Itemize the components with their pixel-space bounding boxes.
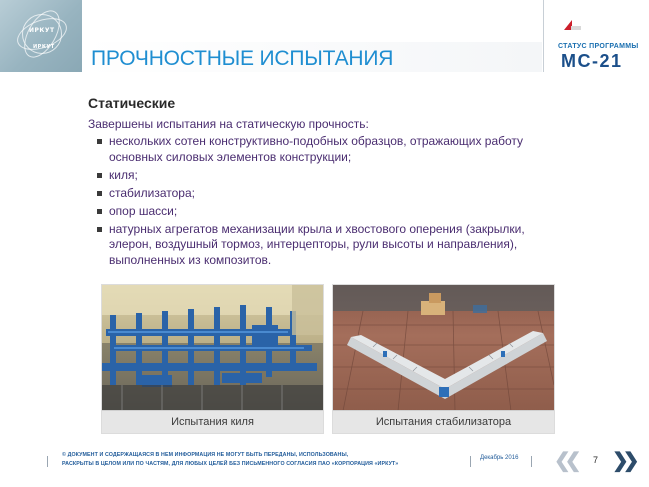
photo-caption: Испытания стабилизатора [333,410,554,433]
footer-divider [47,456,48,467]
page-number: 7 [593,455,599,465]
list-item: опор шасси; [95,204,565,220]
disclaimer-line: РАСКРЫТЫ В ЦЕЛОМ ИЛИ ПО ЧАСТЯМ, ДЛЯ ЛЮБЫХ ЦЕЛЕЙ БЕЗ ПИСЬМЕННОГО СОГЛАСИЯ ПАО «КОРПОРАЦИЯ «ИРКУТ» [62,461,399,467]
list-item: стабилизатора; [95,186,565,202]
brand-status-label: СТАТУС ПРОГРАММЫ [558,43,639,50]
fin-test-photo [101,284,324,434]
footer-divider [470,456,471,467]
photo-caption: Испытания киля [102,410,323,433]
logo-text-bottom: ИРКУТ [33,44,55,50]
footer-divider [531,456,532,467]
lead-text: Завершены испытания на статическую прочность: [88,117,369,131]
footer-disclaimer [62,451,398,469]
brand-bar-icon [571,26,581,30]
list-item: нескольких сотен конструктивно-подобных образцов, отражающих работу основных силовых элементов конструкции; [95,134,565,165]
double-chevron-right-icon[interactable]: ❯❯ [612,450,634,472]
footer-date: Декабрь 2016 [480,455,519,461]
irkut-logo [0,0,82,72]
slide-header [0,0,649,72]
logo-text-top: ИРКУТ [29,27,55,34]
stabilizer-test-photo-image [333,285,554,411]
list-item: натурных агрегатов механизации крыла и хвостового оперения (закрылки, элерон, воздушный тормоз, интерцепторы, рули высоты и направления), выполненных из композитов. [95,222,565,269]
stabilizer-test-photo [332,284,555,434]
section-heading: Статические [88,95,176,111]
disclaimer-line: © ДОКУМЕНТ И СОДЕРЖАЩАЯСЯ В НЕМ ИНФОРМАЦИЯ НЕ МОГУТ БЫТЬ ПЕРЕДАНЫ, ИСПОЛЬЗОВАНЫ, [62,452,349,458]
page-title: ПРОЧНОСТНЫЕ ИСПЫТАНИЯ [91,47,394,70]
bullet-list [95,134,565,271]
fin-test-rig-photo [102,285,323,411]
double-chevron-left-icon[interactable]: ❮❮ [554,450,576,472]
brand-model-label: МС-21 [561,51,623,71]
list-item: киля; [95,168,565,184]
